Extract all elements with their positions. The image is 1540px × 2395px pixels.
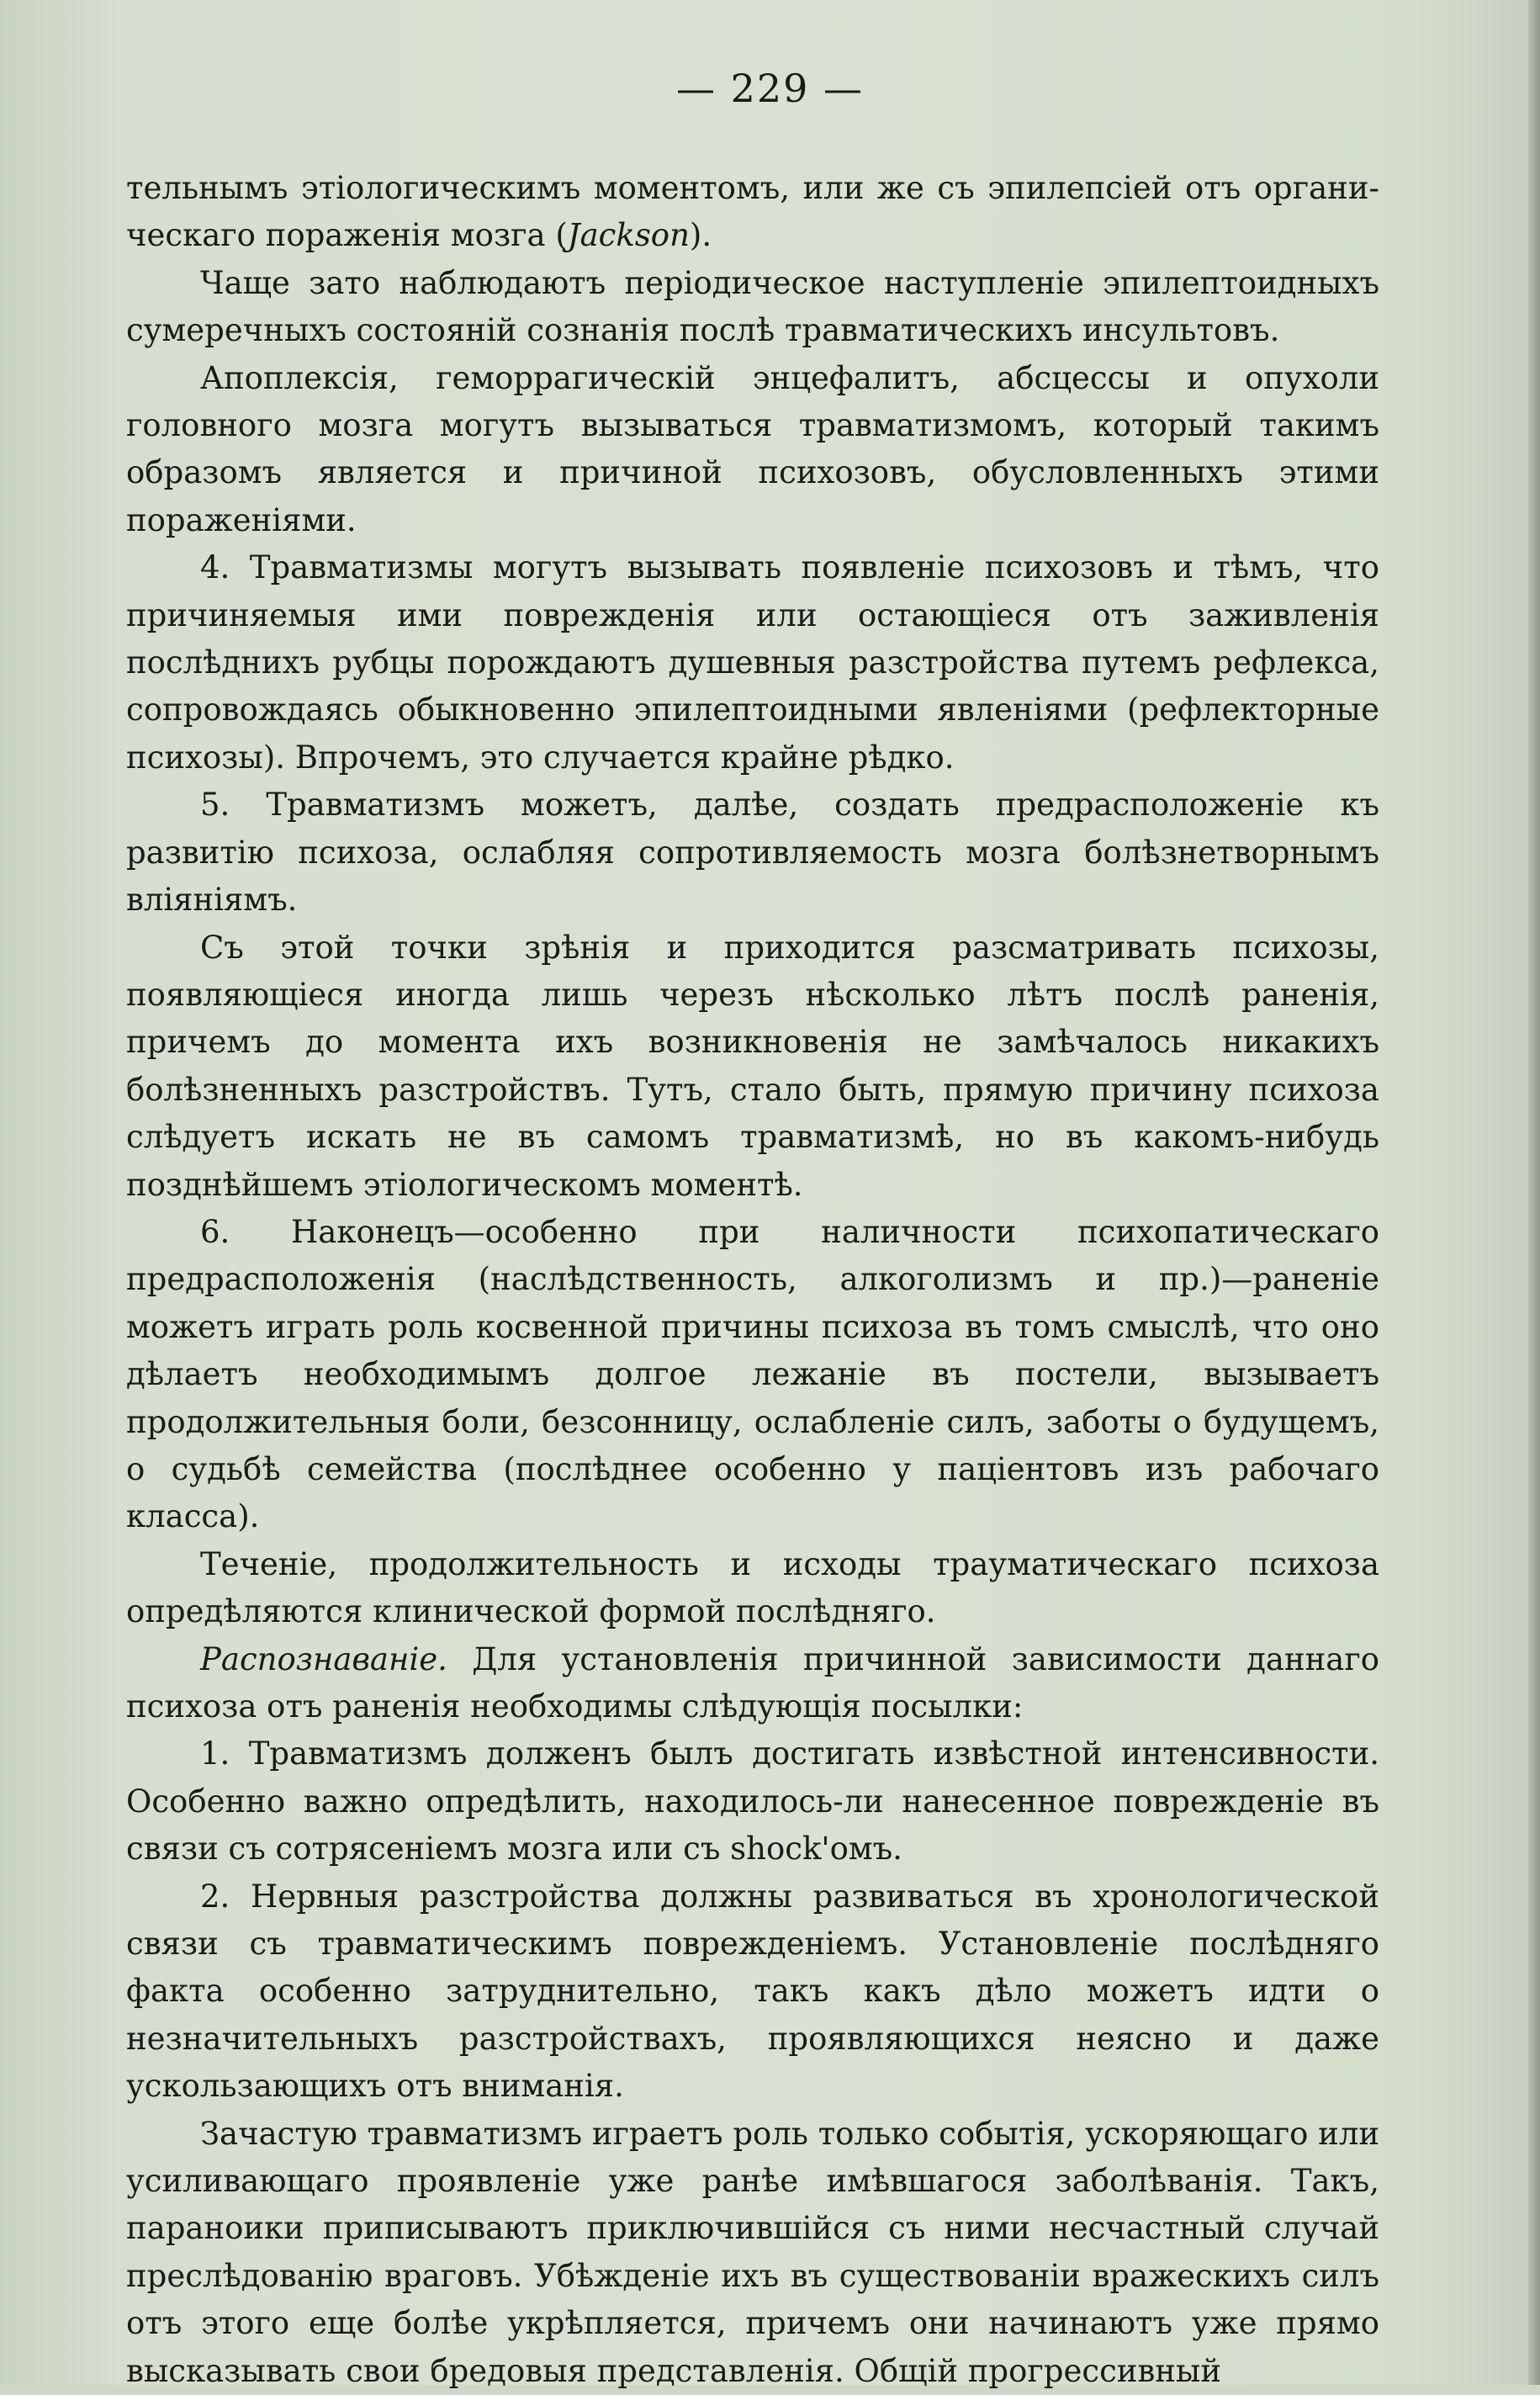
paragraph bbox=[126, 2111, 1379, 2395]
italic-text: Jackson bbox=[567, 217, 690, 254]
paragraph bbox=[126, 1873, 1379, 2111]
text-run: Апоплексія, геморрагическій энцефалитъ, абсцессы и опухоли головного мозга могутъ вызываться травматизмомъ, который такимъ образомъ является и причиной психозовъ, обусловленныхъ этими пораженіями. bbox=[126, 359, 1379, 538]
text-run: 5. Травматизмъ можетъ, далѣе, создать предрасположеніе къ развитію психоза, ослабляя сопротивляемость мозга болѣзнетворнымъ вліяніямъ. bbox=[126, 787, 1379, 919]
paragraph bbox=[126, 544, 1379, 782]
paragraph bbox=[126, 1636, 1379, 1731]
page-edge bbox=[1528, 0, 1540, 2385]
text-run: Зачастую травматизмъ играетъ роль только событія, ускоряющаго или усиливающаго проявленіе уже ранѣе имѣвшагося заболѣванія. Такъ, параноики приписываютъ приключившійся съ ними несчастный случай преслѣдованію враговъ. Убѣжденіе ихъ въ существованіи вражескихъ силъ отъ этого еще болѣе укрѣпляется, причемъ они начинаютъ уже прямо высказывать свои бредовыя представленія. Общій прогрессивный bbox=[126, 2115, 1379, 2389]
paragraph bbox=[126, 165, 1379, 260]
text-run: 1. Травматизмъ долженъ былъ достигать извѣстной интенсивности. Особенно важно опредѣлить, находилось-ли нанесенное поврежденіе въ связи съ сотрясеніемъ мозга или съ shock'омъ. bbox=[126, 1735, 1379, 1868]
body-text bbox=[126, 165, 1379, 2395]
text-run: 4. Травматизмы могутъ вызывать появленіе психозовъ и тѣмъ, что причиняемыя ими поврежденія или остающіеся отъ заживленія послѣднихъ рубцы порождаютъ душевныя разстройства путемъ рефлекса, сопровождаясь обыкновенно эпилептоидными явленіями (рефлекторные психозы). Впрочемъ, это случается крайне рѣдко. bbox=[126, 549, 1379, 776]
text-run: 6. Наконецъ—особенно при наличности психопатическаго предрасположенія (наслѣдственность, алкоголизмъ и пр.)—раненіе можетъ играть роль косвенной причины психоза въ томъ смыслѣ, что оно дѣлаетъ необходимымъ долгое лежаніе въ постели, вызываетъ продолжительныя боли, безсонницу, ослабленіе силъ, заботы о будущемъ, о судьбѣ семейства (послѣднее особенно у паціентовъ изъ рабочаго класса). bbox=[126, 1213, 1379, 1535]
page-number: — 229 — bbox=[675, 66, 865, 111]
text-run: 2. Нервныя разстройства должны развиваться въ хронологической связи съ травматическимъ поврежденіемъ. Установленіе послѣдняго факта особенно затруднительно, такъ какъ дѣло можетъ идти о незначительныхъ разстройствахъ, проявляющихся неясно и даже ускользающихъ отъ вниманія. bbox=[126, 1878, 1379, 2105]
text-run: ). bbox=[689, 217, 712, 254]
paragraph bbox=[126, 1541, 1379, 1636]
italic-text: Распознаваніе. bbox=[200, 1640, 447, 1677]
text-run: Съ этой точки зрѣнія и приходится разсматривать психозы, появляющіеся иногда лишь черезъ нѣсколько лѣтъ послѣ раненія, причемъ до момента ихъ возникновенія не замѣчалось никакихъ болѣзненныхъ разстройствъ. Тутъ, стало быть, прямую причину психоза слѣдуетъ искать не въ самомъ травматизмѣ, но въ какомъ-нибудь позднѣйшемъ этіологическомъ моментѣ. bbox=[126, 929, 1379, 1203]
paragraph bbox=[126, 355, 1379, 545]
paragraph bbox=[126, 260, 1379, 355]
text-run: Для установленія причинной зависимости даннаго психоза отъ раненія необходимы слѣдующія посылки: bbox=[126, 1640, 1379, 1725]
text-run: тельнымъ этіологическимъ моментомъ, или же съ эпилепсіей отъ органи-ческаго пораженія мозга ( bbox=[126, 170, 1379, 254]
paragraph bbox=[126, 1730, 1379, 1873]
paragraph bbox=[126, 925, 1379, 1209]
text-run: Теченіе, продолжительность и исходы траумaтическаго психоза опредѣляются клинической формой послѣдняго. bbox=[126, 1545, 1379, 1630]
text-run: Чаще зато наблюдаютъ періодическое наступленіе эпилептоидныхъ сумеречныхъ состояній сознанія послѣ травматическихъ инсультовъ. bbox=[126, 264, 1379, 349]
paragraph bbox=[126, 1209, 1379, 1541]
paragraph bbox=[126, 782, 1379, 924]
